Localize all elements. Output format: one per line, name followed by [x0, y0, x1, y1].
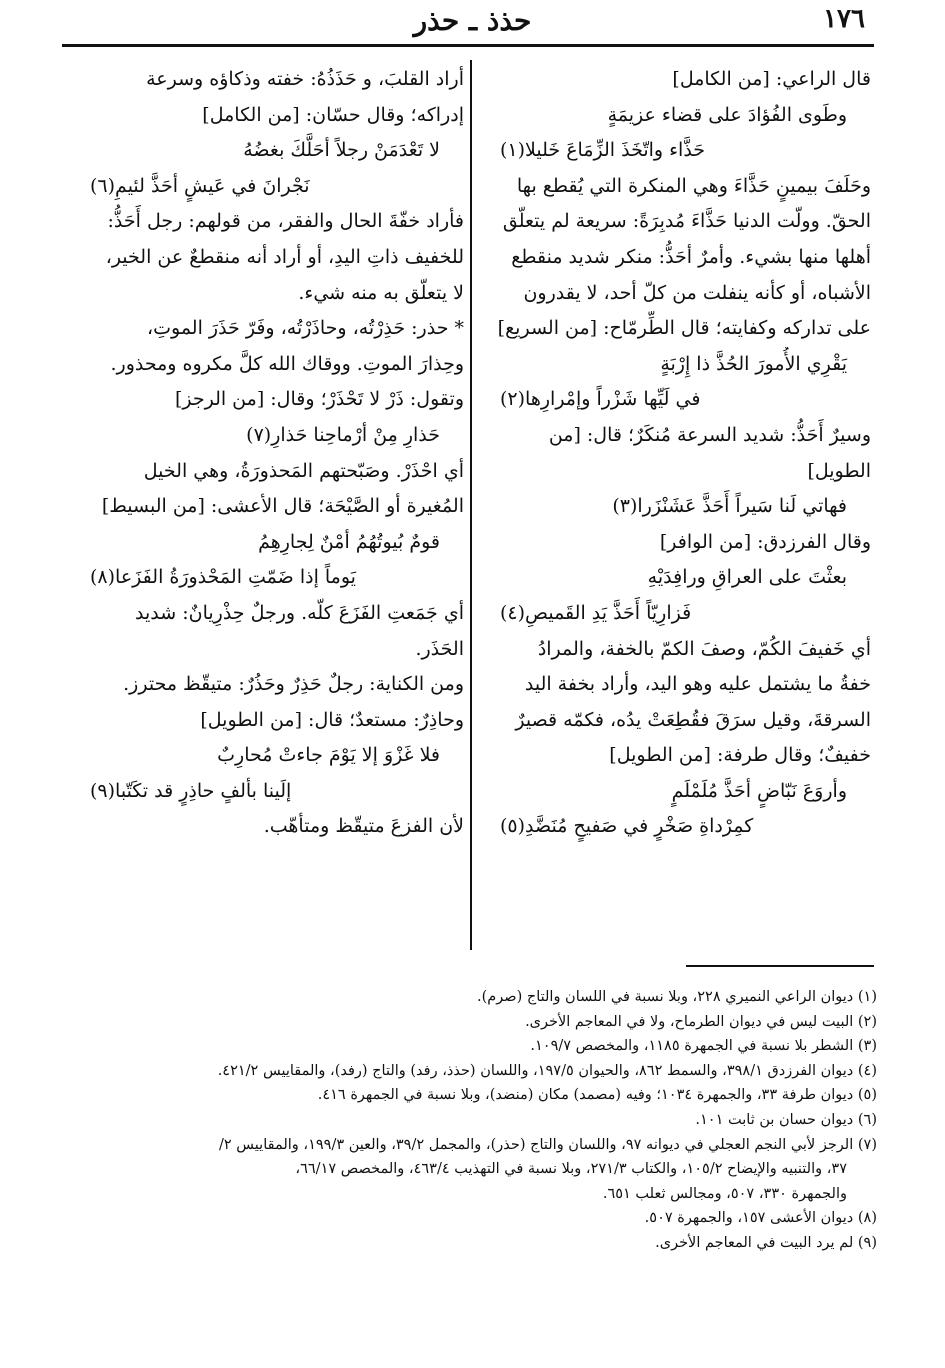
verse-line: فَزارِيّاً أَحَذَّ يَدِ القَميصِ(٤) [500, 601, 692, 624]
running-head: حذذ ـ حذر [413, 4, 532, 37]
text-line: أهلها منها بشيء. وأمرٌ أحَذُّ: منكر شديد منقطع [511, 245, 871, 268]
text-line: السرقةَ، وقيل سرَقَ فقُطِعَتْ يدُه، فكمّه قصيرٌ [515, 708, 871, 731]
text-line: وقال الفرزدق: [من الوافر] [659, 530, 871, 553]
right-column [476, 62, 871, 845]
verse-line: يَقْرِي الأُمورَ الحُذَّ ذا إِرْبَةٍ [660, 352, 847, 375]
footnote-line: (٥) ديوان طرفة ٣٣، والجمهرة ١٠٣٤؛ وفيه (مصمد) مكان (منضد)، وبلا نسبة في الجمهرة ٤١٦. [317, 1087, 877, 1104]
footnote-line: (٨) ديوان الأعشى ١٥٧، والجمهرة ٥٠٧. [644, 1210, 877, 1227]
text-line: خفةُ ما يشتمل عليه وهو اليد، وأراد بخفة اليد [524, 673, 871, 696]
verse-line: حَذارِ مِنْ أرْماحِنا حَذارِ(٧) [246, 423, 440, 446]
text-line: أي جَمَعتِ الفَزَعَ كلّه. ورجلٌ حِذْرِيانٌ: شديد [135, 601, 464, 624]
verse-line: حَذَّاء واتّخَذَ الزِّمَاعَ خَليلا(١) [500, 139, 706, 162]
footnote-line: (٩) لم يرد البيت في المعاجم الأخرى. [655, 1234, 877, 1251]
text-line: لأن الفزعَ متيقّظ ومتأهّب. [263, 815, 464, 838]
text-line: أي احْذَرْ. وصَبّحتهم المَحذورَةُ، وهي الخيل [143, 459, 464, 482]
text-line: إدراكه؛ وقال حسّان: [من الكامل] [202, 103, 464, 126]
verse-line: قومٌ بُيوتُهُمُ أمْنٌ لِجارِهِمُ [258, 530, 440, 553]
text-line: أراد القلبَ، و حَذَذُهُ: خفته وذكاؤه وسرعة [146, 68, 464, 90]
text-line: لا يتعلّق به منه شيء. [298, 281, 464, 304]
footnote-line: والجمهرة ٣٣٠، ٥٠٧، ومجالس ثعلب ٦٥١. [602, 1185, 847, 1202]
left-column [66, 62, 464, 845]
header-rule [62, 44, 874, 47]
verse-line: بعثْتَ على العراقِ ورافِدَيْهِ [647, 566, 847, 589]
footnotes [62, 985, 877, 1256]
text-line: على تداركه وكفايته؛ قال الطِّرمّاح: [من السريع] [497, 317, 871, 340]
footnote-line: (٦) ديوان حسان بن ثابت ١٠١. [695, 1111, 877, 1128]
page-number: ١٧٦ [823, 4, 865, 34]
verse-line: إلَينا بألفٍ حاذِرٍ قد تكَتّبا(٩) [90, 779, 292, 802]
text-line: وحَلَفَ بيمينٍ حَذَّاءَ وهي المنكرة التي يُقطع بها [516, 174, 871, 197]
text-line: ومن الكناية: رجلٌ حَذِرٌ وحَذُرٌ: متيقّظ محترز. [123, 673, 464, 696]
text-line: وتقول: ذَرْ لا تَحْذَرْ؛ وقال: [من الرجز] [174, 388, 464, 411]
text-line: وسيرٌ أَحَذُّ: شديد السرعة مُنكَرٌ؛ قال: [من [548, 423, 871, 446]
footnote-line: (١) ديوان الراعي النميري ٢٢٨، وبلا نسبة في اللسان والتاج (صرم). [477, 989, 877, 1005]
verse-line: وأروَعَ نَبّاضٍ أحَذَّ مُلَمْلَمٍ [671, 779, 847, 802]
footnote-line: (٣) الشطر بلا نسبة في الجمهرة ١١٨٥، والمخصص ١٠٩/٧. [530, 1038, 877, 1055]
text-line: الأشباه، أو كأنه ينفلت من كلّ أحد، لا يقدرون [523, 281, 871, 304]
verse-line: لا تَعْدَمَنْ رجلاً أحَلَّكَ بغضُهُ [243, 139, 440, 162]
footnote-line: (٧) الرجز لأبي النجم العجلي في ديوانه ٩٧، واللسان والتاج (حذر)، والمجمل ٣٩/٢، والعين ١٩٩/٣، والمقاييس ٢/ [219, 1136, 877, 1153]
text-line: المُغيرة أو الصَّيْحَة؛ قال الأعشى: [من البسيط] [101, 495, 464, 518]
verse-line: وطَوى الفُؤادَ على قضاء عزيمَةٍ [607, 103, 847, 126]
column-divider [470, 60, 472, 950]
verse-line: نَجْرانَ في عَيشٍ أحَذَّ لئيمِ(٦) [90, 174, 310, 197]
text-line: قال الراعي: [من الكامل] [672, 68, 871, 90]
text-line: للخفيف ذاتِ اليدِ، أو أراد أنه منقطعٌ عن الخير، [105, 245, 464, 268]
text-line: وحِذارَ الموتِ. ووقاك الله كلَّ مكروه ومحذور. [110, 352, 464, 375]
verse-line: فهاتي لَنا سَيراً أَحَذَّ عَشَنْزَرا(٣) [612, 495, 847, 518]
footnote-line: ٣٧، والتنبيه والإيضاح ١٠٥/٢، والكتاب ٢٧١/٣، وبلا نسبة في التهذيب ٤٦٣/٤، والمخصص ٦٦/١٧، [295, 1161, 847, 1178]
text-line: الحقّ. وولّت الدنيا حَذَّاءَ مُدبِرَةً: سريعة لم يتعلّق [502, 210, 871, 233]
text-line: الطويل] [807, 459, 871, 482]
text-line: الحَذَر. [415, 637, 464, 660]
footnote-rule [686, 965, 874, 967]
verse-line: في لَيِّها شَزْراً وإمْرارِها(٢) [500, 388, 701, 411]
verse-line: فلا غَزْوَ إلا يَوْمَ جاءتْ مُحارِبٌ [217, 744, 440, 767]
text-line: فأراد خفّةَ الحال والفقر، من قولهم: رجل أَحَذُّ: [107, 210, 464, 233]
footnote-line: (٢) البيت ليس في ديوان الطرماح، ولا في المعاجم الأخرى. [525, 1013, 877, 1030]
text-line: * حذر: حَذِرْتُه، وحاذَرْتُه، وفَرّ حَذَرَ الموتِ، [146, 317, 464, 340]
verse-line: كمِرْداةِ صَخْرٍ في صَفيحٍ مُنَضَّدِ(٥) [500, 815, 754, 838]
footnote-line: (٤) ديوان الفرزدق ٣٩٨/١، والسمط ٨٦٢، والحيوان ١٩٧/٥، واللسان (حذذ، رفد) والتاج (رفد)، والمقاييس ٤٢١/٢. [217, 1062, 877, 1079]
verse-line: يَوماً إذا ضَمّتِ المَحْذورَةُ الفَزَعا(٨) [90, 566, 356, 589]
text-line: وحاذِرٌ: مستعدٌ؛ قال: [من الطويل] [200, 708, 464, 731]
text-line: أي خَفيفَ الكُمّ، وصفَ الكمّ بالخفة، والمرادُ [537, 637, 871, 660]
text-line: خفيفٌ؛ وقال طرفة: [من الطويل] [609, 744, 871, 767]
